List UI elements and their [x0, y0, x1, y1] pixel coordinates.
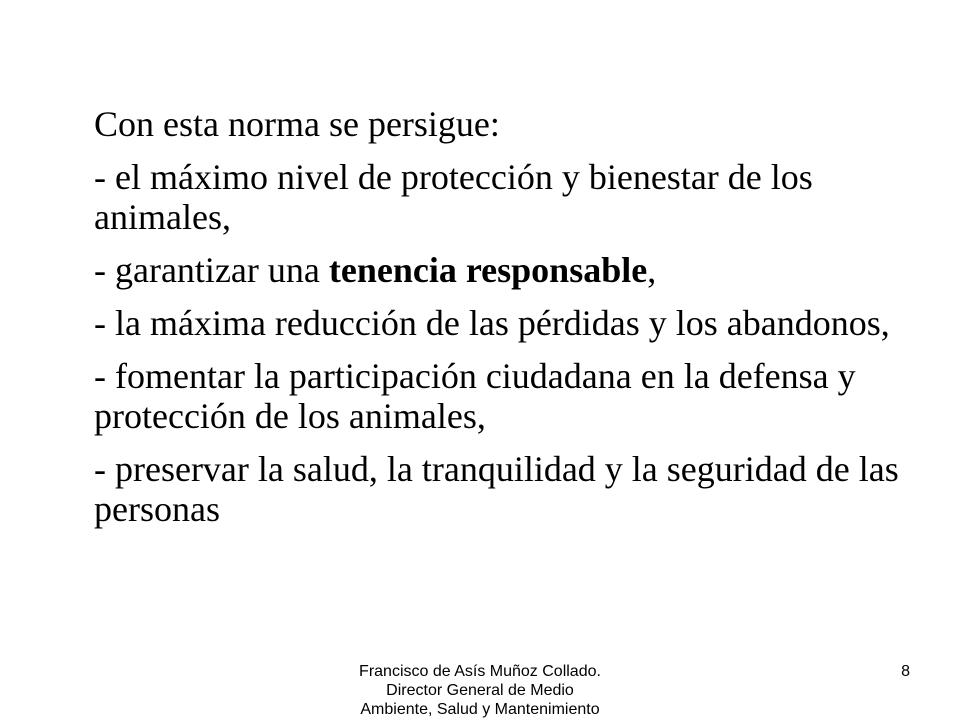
footer-line: Director General de Medio: [386, 682, 574, 699]
item-text: - el máximo nivel de protección y bienestar de los animales,: [94, 157, 813, 237]
footer-line: Ambiente, Salud y Mantenimiento: [360, 701, 600, 718]
slide-body: [94, 104, 914, 542]
item-text: - garantizar una: [94, 250, 329, 290]
list-item: [94, 356, 914, 436]
list-item: [94, 250, 914, 290]
footer-line: Francisco de Asís Muñoz Collado.: [359, 663, 601, 680]
item-text: - fomentar la participación ciudadana en la defensa y protección de los animales,: [94, 356, 856, 436]
item-text-tail: ,: [647, 250, 657, 290]
intro-line: Con esta norma se persigue:: [94, 104, 500, 144]
item-emphasis: tenencia responsable: [328, 250, 648, 290]
list-item: [94, 157, 914, 237]
item-text: - la máxima reducción de las pérdidas y los abandonos,: [94, 303, 890, 343]
list-item: [94, 303, 914, 343]
list-item: [94, 449, 914, 529]
footer-author: [300, 662, 660, 720]
page-number: 8: [901, 663, 910, 680]
item-text: - preservar la salud, la tranquilidad y la seguridad de las personas: [94, 449, 899, 529]
